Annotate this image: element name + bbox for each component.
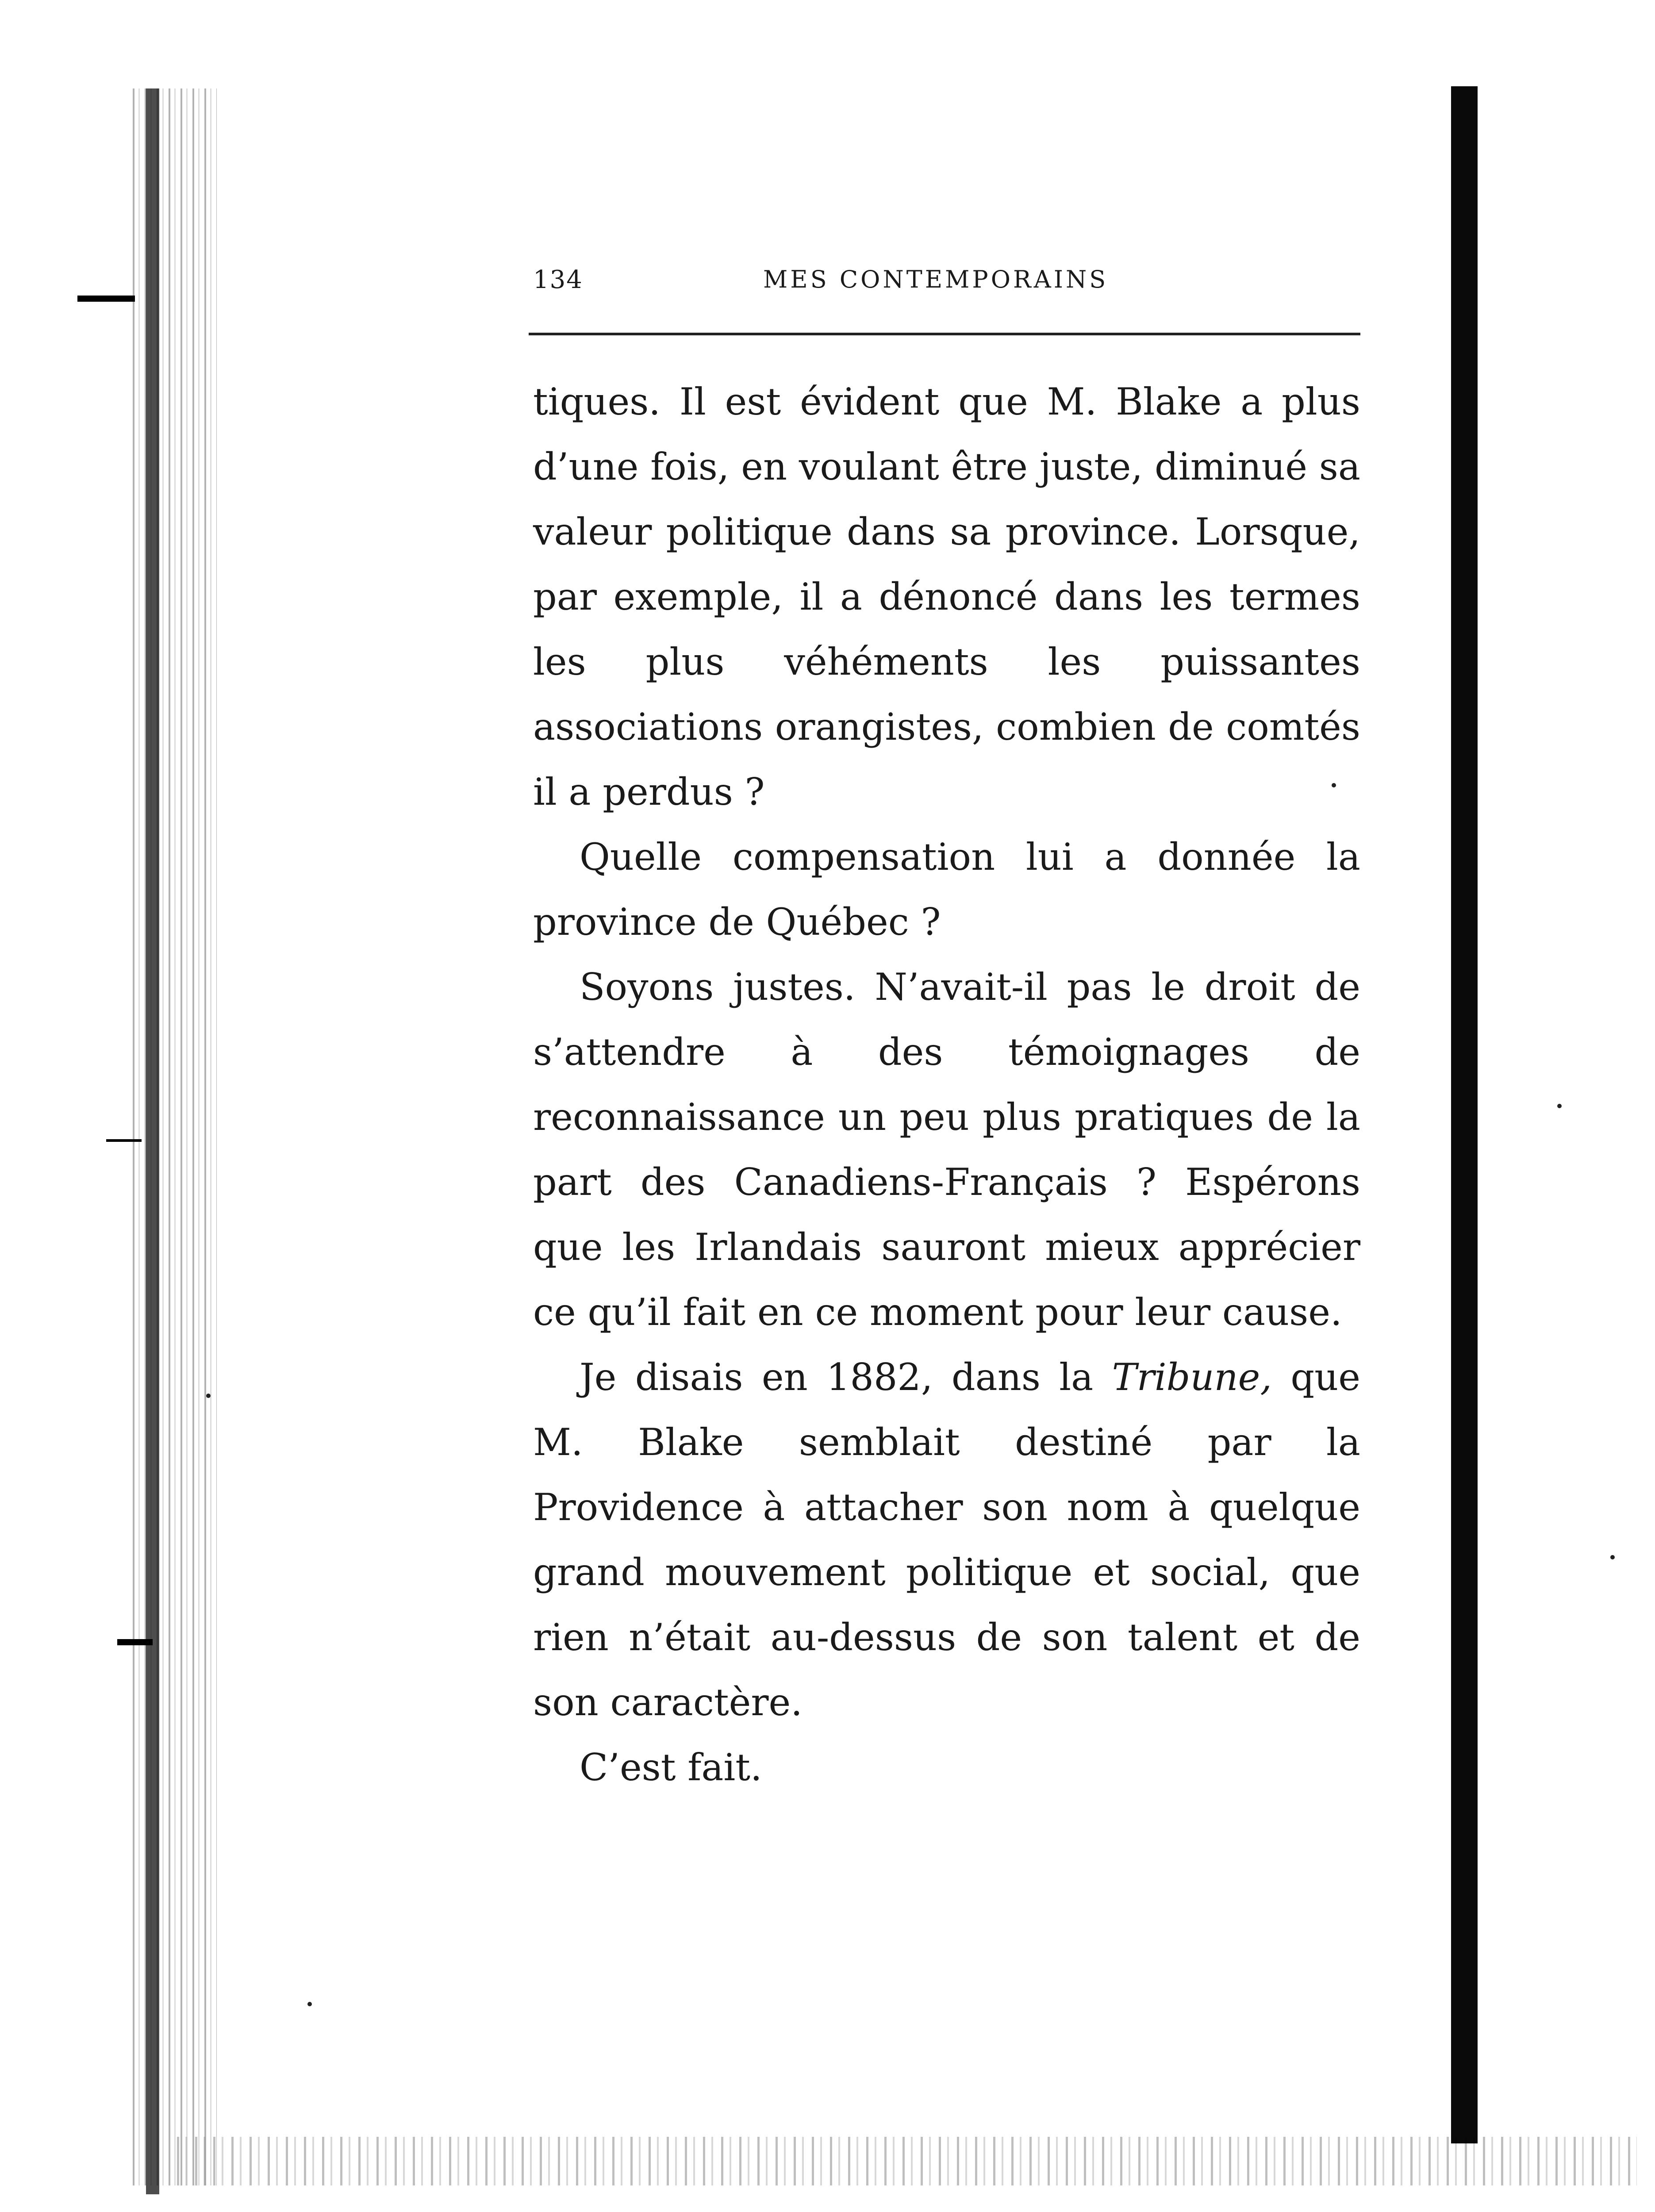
- scan-speck: [206, 1394, 211, 1398]
- scan-left-binding-shadow: [146, 88, 159, 2194]
- text-segment: tiques. Il est évident que M. Blake a plus d’une fois, en voulant être juste, diminué sa valeur politique dans sa province. Lorsque, par exemple, il a dénoncé dans les termes les plus véhéments les puissantes associations orangistes, combien de comtés il a perdus ?: [533, 380, 1360, 814]
- scan-mark: [77, 296, 135, 302]
- text-segment: Je disais en 1882, dans la: [580, 1356, 1112, 1399]
- paragraph: [533, 825, 1360, 955]
- paragraph: [533, 369, 1360, 825]
- scan-speck: [307, 2002, 312, 2006]
- paragraph: [533, 955, 1360, 1345]
- page-number: 134: [533, 265, 583, 294]
- scan-speck: [1610, 1555, 1615, 1559]
- paragraph: [533, 1735, 1360, 1800]
- page-header-title: MES CONTEMPORAINS: [763, 265, 1109, 293]
- body-text: [533, 369, 1360, 1800]
- scan-right-edge-bar: [1451, 86, 1478, 2143]
- scan-left-edge-noise: [133, 88, 217, 2185]
- header-rule: [529, 333, 1360, 335]
- paragraph: [533, 1345, 1360, 1735]
- scan-bottom-edge-noise: [177, 2137, 1637, 2185]
- text-segment: que M. Blake semblait destiné par la Providence à attacher son nom à quelque grand mouvement politique et social, que rien n’était au-dessus de son talent et de son caractère.: [533, 1356, 1360, 1724]
- text-segment: Soyons justes. N’avait-il pas le droit de s’attendre à des témoignages de reconnaissance un peu plus pratiques de la part des Canadiens-Français ? Espérons que les Irlandais sauront mieux apprécier ce qu’il fait en ce moment pour leur cause.: [533, 965, 1360, 1334]
- text-segment: Quelle compensation lui a donnée la province de Québec ?: [533, 835, 1360, 944]
- italic-title: Tribune,: [1112, 1356, 1272, 1399]
- scan-mark: [117, 1639, 153, 1645]
- text-segment: C’est fait.: [580, 1746, 762, 1789]
- scan-speck: [1557, 1104, 1562, 1108]
- running-head: [533, 265, 1365, 305]
- scan-mark: [106, 1139, 142, 1142]
